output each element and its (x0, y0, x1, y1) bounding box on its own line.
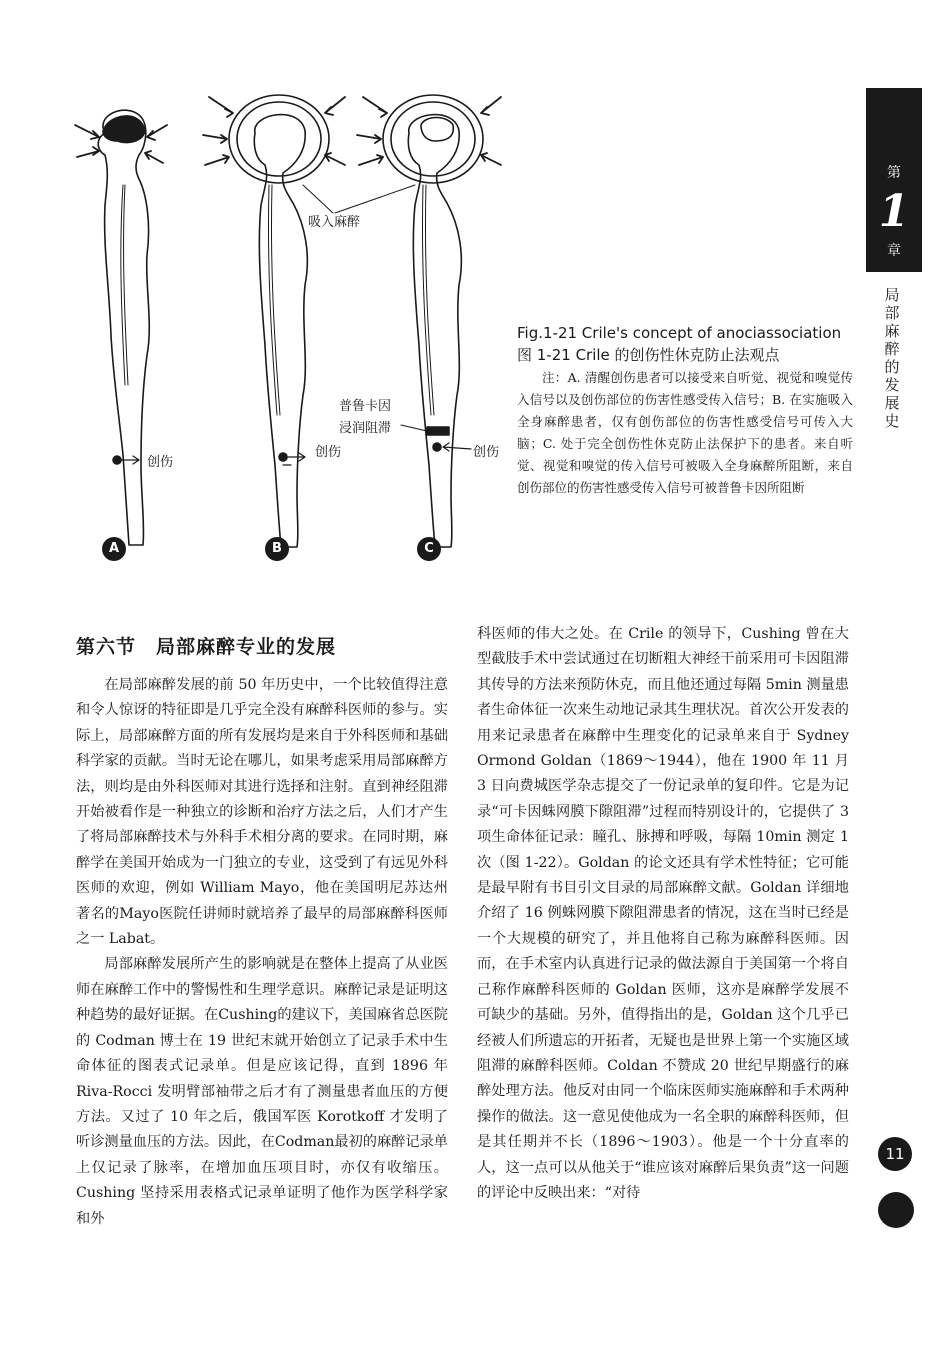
page-number: 11 (878, 1137, 912, 1171)
label-wound-c: 创伤 (473, 445, 500, 460)
paragraph: 科医师的伟大之处。在 Crile 的领导下，Cushing 曾在大型截肢手术中尝试通过在切断粗大神经干前采用可卡因阻滞其传导的方法来预防休克，而且他还通过每隔 5min 测量患者生命体征一次来生动地记录其生理状况。首次公开发表的用来记录患者在麻醉中生理变化的记录单来自于 Sydney Ormond Goldan（1869～1944），他在 1900 年 11 月 3 日向费城医学杂志提交了一份记录单的复印件。它是为记录“可卡因蛛网膜下隙阻滞”过程而特别设计的，它提供了 3 项生命体征记录：瞳孔、脉搏和呼吸，每隔 10min 测定 1 次（图 1-22）。Goldan 的论文还具有学术性特征；它可能是最早附有书目引文目录的局部麻醉文献。Goldan 详细地介绍了 16 例蛛网膜下隙阻滞患者的情况，这在当时已经是一个大规模的研究了，并且他将自己称为麻醉科医师。因而，在手术室内认真进行记录的做法源自于美国第一个将自己称作麻醉科医师的 Goldan 医师，这亦是麻醉学发展不可缺少的基础。另外，值得指出的是，Goldan 这个几乎已经被人们所遗忘的开拓者，无疑也是世界上第一个实施区域阻滞的麻醉科医师。Coldan 不赞成 20 世纪早期盛行的麻醉处理方法。他反对由同一个临床医师实施麻醉和手术两种操作的做法。这一意见使他成为一名全职的麻醉科医师，但是其任期并不长（1896～1903）。他是一个十分直率的人，这一点可以从他关于“谁应该对麻醉后果负责”这一问题的评论中反映出来：“对待 (477, 626, 849, 1201)
human-figure-a (75, 110, 167, 545)
body-column-right (477, 622, 849, 1206)
caption-english: Fig.1-21 Crile's concept of anociassociation (517, 324, 842, 342)
badge-a: A (102, 537, 126, 561)
paragraph: 局部麻醉发展所产生的影响就是在整体上提高了从业医师在麻醉工作中的警惕性和生理学意识。麻醉记录是证明这种趋势的最好证据。在Cushing的建议下，美国麻省总医院的 Codman 博士在 19 世纪末就开始创立了记录手术中生命体征的图表式记录单。但是应该记得，直到 1896 年 Riva-Rocci 发明臂部袖带之后才有了测量患者血压的方便方法。又过了 10 年之后，俄国军医 Korotkoff 才发明了听诊测量血压的方法。因此，在Codman最初的麻醉记录单上仅记录了脉率，在增加血压项目时，亦仅有收缩压。Cushing 坚持采用表格式记录单证明了他作为医学科学家和外 (76, 956, 448, 1227)
label-wound-a: 创伤 (147, 455, 174, 470)
body-column-left (76, 673, 448, 1232)
chapter-tab-prefix: 第 (887, 165, 901, 181)
badge-c: C (417, 537, 441, 561)
chapter-tab-suffix: 章 (887, 243, 901, 259)
chapter-number: 1 (878, 186, 910, 237)
label-procaine: 普鲁卡因 (339, 399, 392, 414)
caption-note: 注：A. 清醒创伤患者可以接受来自听觉、视觉和嗅觉传入信号以及创伤部位的伤害性感受传入信号；B. 在实施吸入全身麻醉患者，仅有创伤部位的伤害性感受信号可传入大脑；C. 处于完全创伤性休克防止法保护下的患者。来自听觉、视觉和嗅觉的传入信号可被吸入全身麻醉所阻断，来自创伤部位的伤害性感受传入信号可被普鲁卡因所阻断 (517, 370, 853, 495)
badge-b: B (265, 537, 289, 561)
section-heading: 第六节 局部麻醉专业的发展 (76, 636, 337, 658)
figure-crile-illustration (55, 85, 525, 575)
label-inhaled-anesthesia: 吸入麻醉 (308, 215, 361, 230)
figure-drawing (55, 85, 525, 575)
label-wound-b: 创伤 (315, 445, 342, 460)
chapter-title: 局部麻醉的发展史 (884, 286, 900, 430)
paragraph: 在局部麻醉发展的前 50 年历史中，一个比较值得注意和令人惊讶的特征即是几乎完全没有麻醉科医师的参与。实际上，局部麻醉方面的所有发展均是来自于外科医师和基础科学家的贡献。当时无论在哪儿，如果考虑采用局部麻醉方法，则均是由外科医师对其进行选择和注射。直到神经阻滞开始被看作是一种独立的诊断和治疗方法之后，人们才产生了将局部麻醉技术与外科手术相分离的要求。在同时期，麻醉学在美国开始成为一门独立的专业，这受到了有远见外科医师的欢迎，例如 William Mayo，他在美国明尼苏达州著名的Mayo医院任讲师时就培养了最早的局部麻醉科医师之一 Labat。 (76, 677, 448, 948)
figure-caption (517, 322, 853, 499)
human-figure-c (335, 95, 501, 547)
caption-chinese: 图 1-21 Crile 的创伤性休克防止法观点 (517, 346, 780, 364)
label-infiltration-block: 浸润阻滞 (339, 421, 392, 436)
chapter-tab (866, 88, 922, 272)
page-decoration-dot (878, 1192, 914, 1228)
human-figure-b (203, 95, 345, 547)
